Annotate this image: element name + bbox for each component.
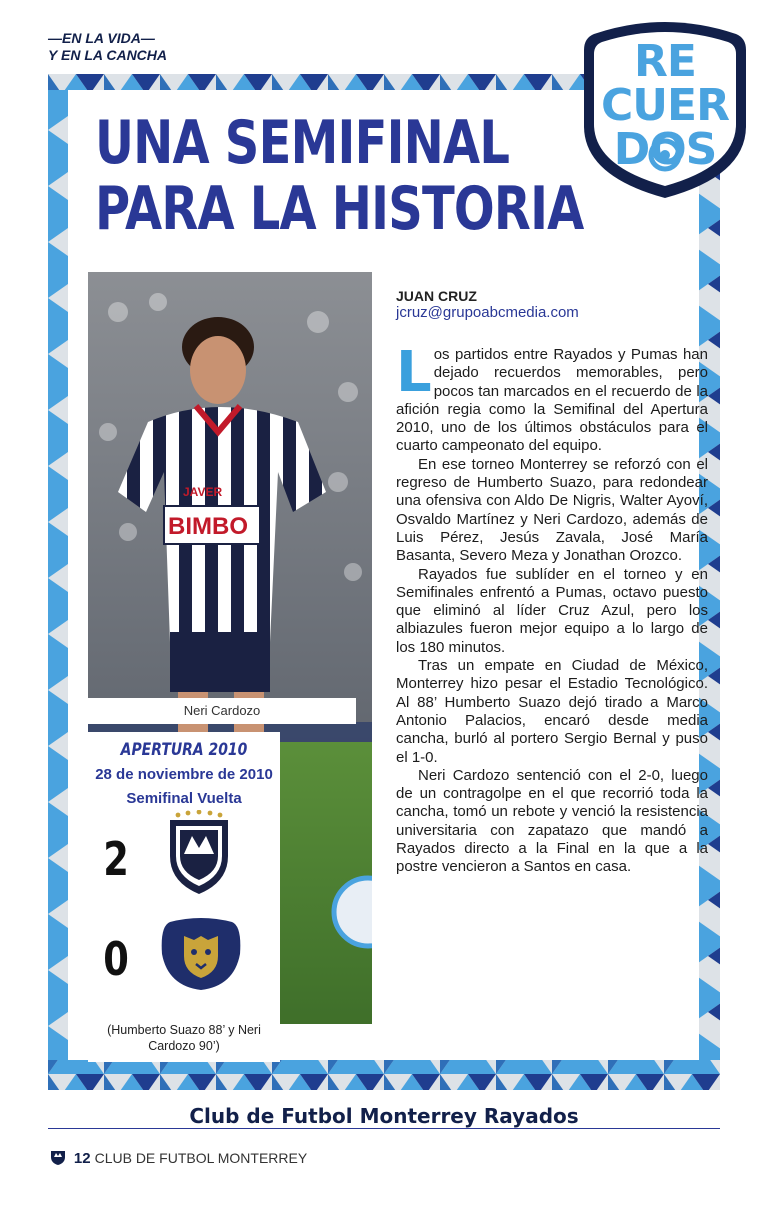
- match-round: Semifinal Vuelta: [126, 790, 242, 807]
- page-title: [95, 110, 584, 242]
- drop-cap: L: [396, 340, 432, 405]
- author-email-link[interactable]: jcruz@grupoabcmedia.com: [396, 304, 579, 321]
- article-paragraph-1: [396, 340, 708, 456]
- chest-sponsor-text: JAVER: [183, 485, 223, 499]
- away-score: 0: [103, 932, 129, 986]
- badge-text: [580, 36, 750, 175]
- badge-line-2: CUER: [601, 80, 729, 131]
- article-paragraph-4: Tras un empate en Ciudad de México, Monterrey hizo pesar el Estadio Tecnológico. Al 88’ Humberto Suazo dejó tirado a Marco Antonio Palacios, encaró desde media cancha, burló al portero Sergio Bernal y puso el 1-0.: [396, 657, 708, 766]
- badge-line-1: RE: [634, 36, 696, 87]
- page-footer: [50, 1148, 307, 1167]
- article-paragraph-3: Rayados fue sublíder en el torneo y en Semifinales enfrentó a Pumas, octavo puesto que eliminó al líder Cruz Azul, pero los albiazules fueron mejor equipo a lo largo de los 180 minutos.: [396, 565, 708, 656]
- jersey-sponsor-text: BIMBO: [168, 513, 248, 540]
- tagline-line-1: —EN LA VIDA—: [48, 30, 155, 46]
- match-scorebox: [88, 732, 280, 1062]
- badge-line-3: DOS: [613, 124, 717, 175]
- tournament-label: APERTURA 2010: [120, 740, 248, 760]
- article-body: [396, 340, 708, 877]
- article-paragraph-1-text: os partidos entre Rayados y Pumas han dejado recuerdos memorables, pero pocos tan marcados en el recuerdo de la afición regia como la Semifinal del Apertura 2010, uno de los últimos obstáculos para el cuarto campeonato del equipo.: [396, 346, 708, 455]
- footer-title: Club de Futbol Monterrey Rayados: [189, 1104, 579, 1128]
- author-name: JUAN CRUZ: [396, 288, 477, 304]
- title-line-2: PARA LA HISTORIA: [95, 174, 584, 244]
- goal-scorers: (Humberto Suazo 88’ y Neri Cardozo 90’): [107, 1023, 261, 1053]
- title-line-1: UNA SEMIFINAL: [95, 108, 510, 178]
- monterrey-crest-icon: [166, 810, 232, 896]
- photo-caption: Neri Cardozo: [88, 698, 356, 724]
- article-paragraph-2: En ese torneo Monterrey se reforzó con el regreso de Humberto Suazo, para redondear una ofensiva con Aldo De Nigris, Walter Ayoví, Osvaldo Martínez y Neri Cardozo, además de Luis Pérez, Jesús Zavala, José María Basanta, Severo Meza y Jonathan Orozco.: [396, 455, 708, 565]
- footer-divider: [48, 1128, 720, 1129]
- article-paragraph-5: Neri Cardozo sentenció con el 2-0, luego de un contragolpe en el que recorrió toda la cancha, tomó un rebote y venció la resistencia universitaria con zapatazo que mandó a Rayados directo a la Final en la que a la postre vencieron a Santos en casa.: [396, 766, 708, 876]
- pumas-crest-icon: [160, 916, 242, 992]
- club-crest-icon: [50, 1148, 66, 1166]
- tagline-line-2: Y EN LA CANCHA: [48, 47, 168, 63]
- page-number: 12: [73, 1150, 91, 1167]
- home-score: 2: [103, 832, 129, 886]
- page-label: CLUB DE FUTBOL MONTERREY: [94, 1150, 308, 1166]
- match-date: 28 de noviembre de 2010: [95, 766, 273, 783]
- section-tagline: [48, 30, 167, 64]
